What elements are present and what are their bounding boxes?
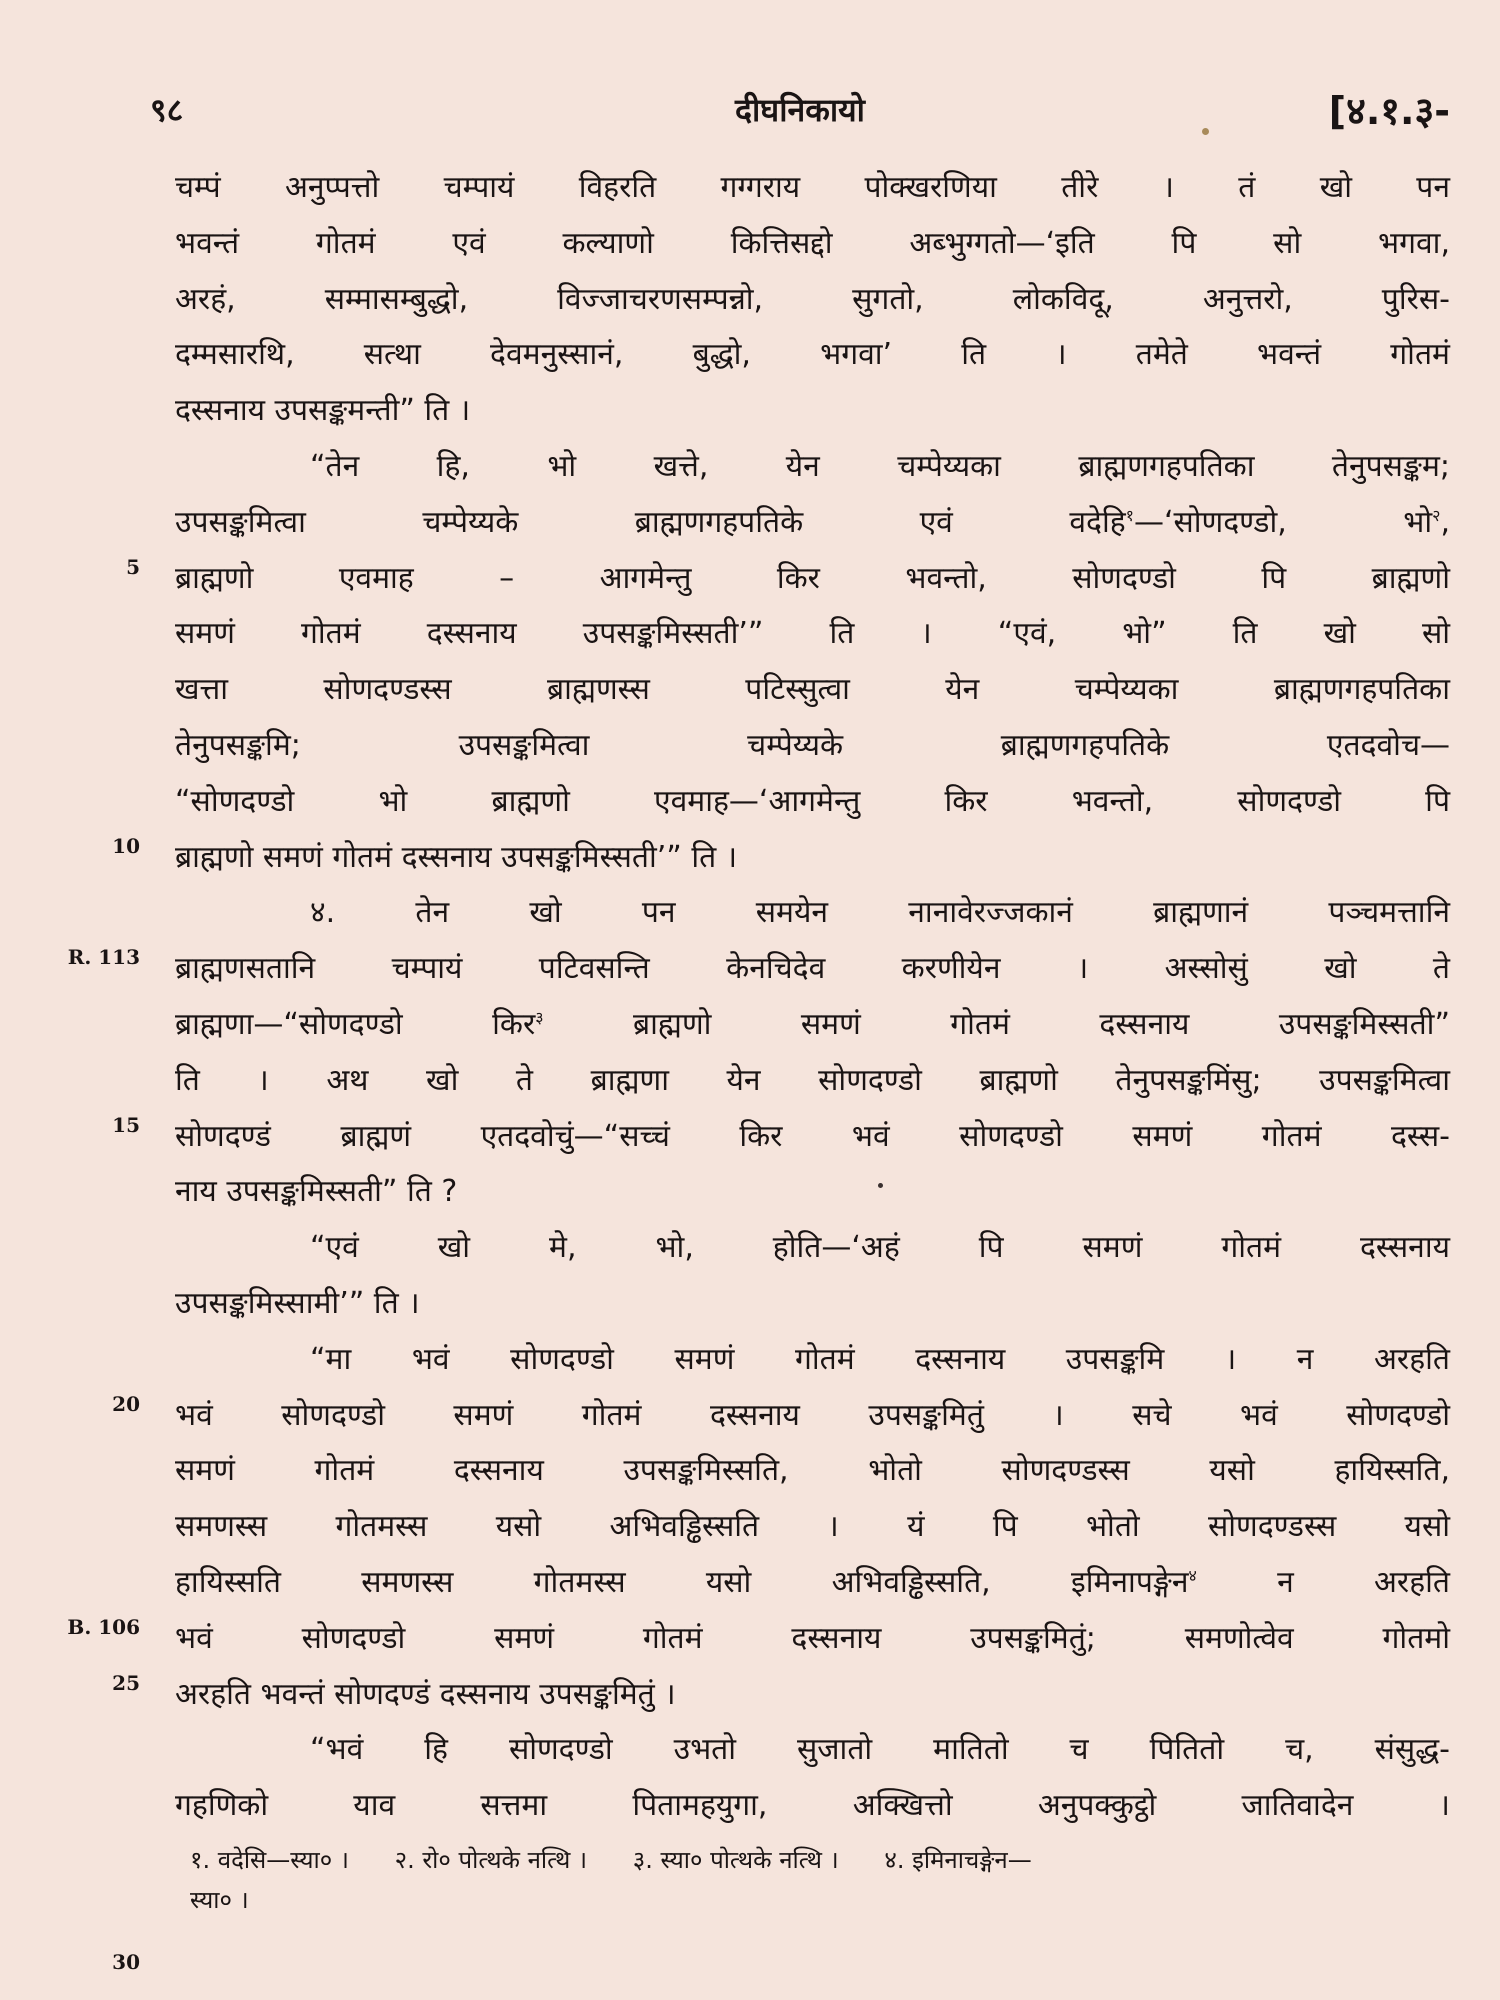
text-line: ब्राह्मणसतानि चम्पायं पटिवसन्ति केनचिदेव करणीयेन । अस्सोसुं खो ते [175, 951, 1450, 987]
text-line: समणस्स गोतमस्स यसो अभिवड्ढिस्सति । यं पि भोतो सोणदण्डस्स यसो [175, 1509, 1450, 1545]
footnote-4-continued: स्या० । [190, 1886, 249, 1914]
line-number-25: 25 [112, 1671, 140, 1695]
text-fragment: हायिस्सति समणस्स गोतमस्स यसो अभिवड्ढिस्सति, इमिनापङ्गेन [175, 1564, 1189, 1600]
footnotes [190, 1840, 1450, 1920]
line-number-5: 5 [126, 555, 140, 579]
text-line: भवं सोणदण्डो समणं गोतमं दस्सनाय उपसङ्कमितुं; समणोत्वेव गोतमो [175, 1620, 1450, 1656]
text-fragment: —‘सोणदण्डो, भो [1133, 504, 1433, 540]
line-number-20: 20 [112, 1392, 140, 1416]
text-line [175, 1555, 1450, 1611]
line-number-30: 30 [112, 1950, 140, 1974]
text-line: ब्राह्मणो एवमाह – आगमेन्तु किर भवन्तो, सोणदण्डो पि ब्राह्मणो [175, 560, 1450, 596]
footnote-mark: ४ [1188, 1565, 1197, 1585]
running-title: दीघनिकायो [735, 91, 865, 129]
pagination-ref-b106: B. 106 [67, 1615, 140, 1639]
text-line: खत्ता सोणदण्डस्स ब्राह्मणस्स पटिस्सुत्वा येन चम्पेय्यका ब्राह्मणगहपतिका [175, 672, 1450, 708]
text-line: समणं गोतमं दस्सनाय उपसङ्कमिस्सति, भोतो सोणदण्डस्स यसो हायिस्सति, [175, 1453, 1450, 1489]
text-line: ति । अथ खो ते ब्राह्मणा येन सोणदण्डो ब्राह्मणो तेनुपसङ्कमिंसु; उपसङ्कमित्वा [175, 1062, 1450, 1098]
text-line: ब्राह्मणो समणं गोतमं दस्सनाय उपसङ्कमिस्सती’” ति । [175, 839, 738, 875]
page-number: ९८ [150, 91, 184, 129]
section-reference: [४.१.३- [1328, 89, 1450, 133]
text-fragment: , [1440, 504, 1450, 540]
text-line: अरहं, सम्मासम्बुद्धो, विज्जाचरणसम्पन्नो, सुगतो, लोकविदू, अनुत्तरो, पुरिस- [175, 281, 1450, 317]
footnote-3: ३. स्या० पोत्थके नत्थि । [632, 1846, 839, 1874]
footnote-row [190, 1880, 1450, 1920]
text-line: “एवं खो मे, भो, होति—‘अहं पि समणं गोतमं दस्सनाय [310, 1230, 1450, 1266]
text-line: दम्मसारथि, सत्था देवमनुस्सानं, बुद्धो, भगवा’ ति । तमेते भवन्तं गोतमं [175, 337, 1450, 373]
line-number-15: 15 [112, 1113, 140, 1137]
text-line: सोणदण्डं ब्राह्मणं एतदवोचुं—“सच्चं किर भवं सोणदण्डो समणं गोतमं दस्स- [175, 1118, 1450, 1154]
footnote-mark: १ [1125, 505, 1134, 525]
paragraph-4-start: ४. तेन खो पन समयेन नानावेरज्जकानं ब्राह्मणानं पञ्चमत्तानि [310, 895, 1450, 931]
page-header [150, 88, 1450, 138]
paper-speck [1202, 128, 1209, 135]
text-line: चम्पं अनुप्पत्तो चम्पायं विहरति गग्गराय पोक्खरणिया तीरे । तं खो पन [175, 170, 1450, 205]
footnote-mark: ३ [535, 1007, 544, 1027]
text-fragment: उपसङ्कमित्वा चम्पेय्यके ब्राह्मणगहपतिके एवं वदेहि [175, 504, 1126, 540]
main-text [175, 160, 1450, 1834]
text-line: अरहति भवन्तं सोणदण्डं दस्सनाय उपसङ्कमितुं । [175, 1676, 676, 1712]
text-line: दस्सनाय उपसङ्कमन्ती” ति । [175, 393, 471, 429]
footnote-2: २. रो० पोत्थके नत्थि । [394, 1846, 588, 1874]
text-line: “भवं हि सोणदण्डो उभतो सुजातो मातितो च पितितो च, संसुद्ध- [310, 1732, 1450, 1768]
text-line: “मा भवं सोणदण्डो समणं गोतमं दस्सनाय उपसङ्कमि । न अरहति [310, 1341, 1450, 1377]
text-line [175, 495, 1450, 551]
text-line: उपसङ्कमिस्सामी’” ति । [175, 1285, 420, 1321]
line-number-10: 10 [112, 834, 140, 858]
text-fragment: ब्राह्मणो समणं गोतमं दस्सनाय उपसङ्कमिस्सती” [543, 1006, 1450, 1042]
text-line: गहणिको याव सत्तमा पितामहयुगा, अक्खित्तो अनुपक्कुट्ठो जातिवादेन । [175, 1788, 1450, 1824]
text-line: नाय उपसङ्कमिस्सती” ति ? [175, 1174, 458, 1210]
footnote-row [190, 1840, 1450, 1880]
footnote-mark: २ [1432, 505, 1441, 525]
text-fragment: न अरहति [1196, 1564, 1450, 1600]
footnote-1: १. वदेसि—स्या० । [190, 1846, 349, 1874]
pagination-ref-r113: R. 113 [67, 945, 140, 969]
text-line: “सोणदण्डो भो ब्राह्मणो एवमाह—‘आगमेन्तु किर भवन्तो, सोणदण्डो पि [175, 783, 1450, 819]
text-line: “तेन हि, भो खत्ते, येन चम्पेय्यका ब्राह्मणगहपतिका तेनुपसङ्कम; [310, 448, 1450, 484]
text-line: भवन्तं गोतमं एवं कल्याणो कित्तिसद्दो अब्भुग्गतो—‘इति पि सो भगवा, [175, 225, 1450, 261]
text-line: समणं गोतमं दस्सनाय उपसङ्कमिस्सती’” ति । “एवं, भो” ति खो सो [175, 616, 1450, 652]
text-line: तेनुपसङ्कमि; उपसङ्कमित्वा चम्पेय्यके ब्राह्मणगहपतिके एतदवोच— [175, 727, 1450, 763]
text-line: भवं सोणदण्डो समणं गोतमं दस्सनाय उपसङ्कमितुं । सचे भवं सोणदण्डो [175, 1397, 1450, 1433]
paper-speck [878, 1183, 883, 1188]
text-line [175, 997, 1450, 1053]
footnote-4: ४. इमिनाचङ्गेन— [884, 1846, 1032, 1874]
text-fragment: ब्राह्मणा—“सोणदण्डो किर [175, 1006, 536, 1042]
